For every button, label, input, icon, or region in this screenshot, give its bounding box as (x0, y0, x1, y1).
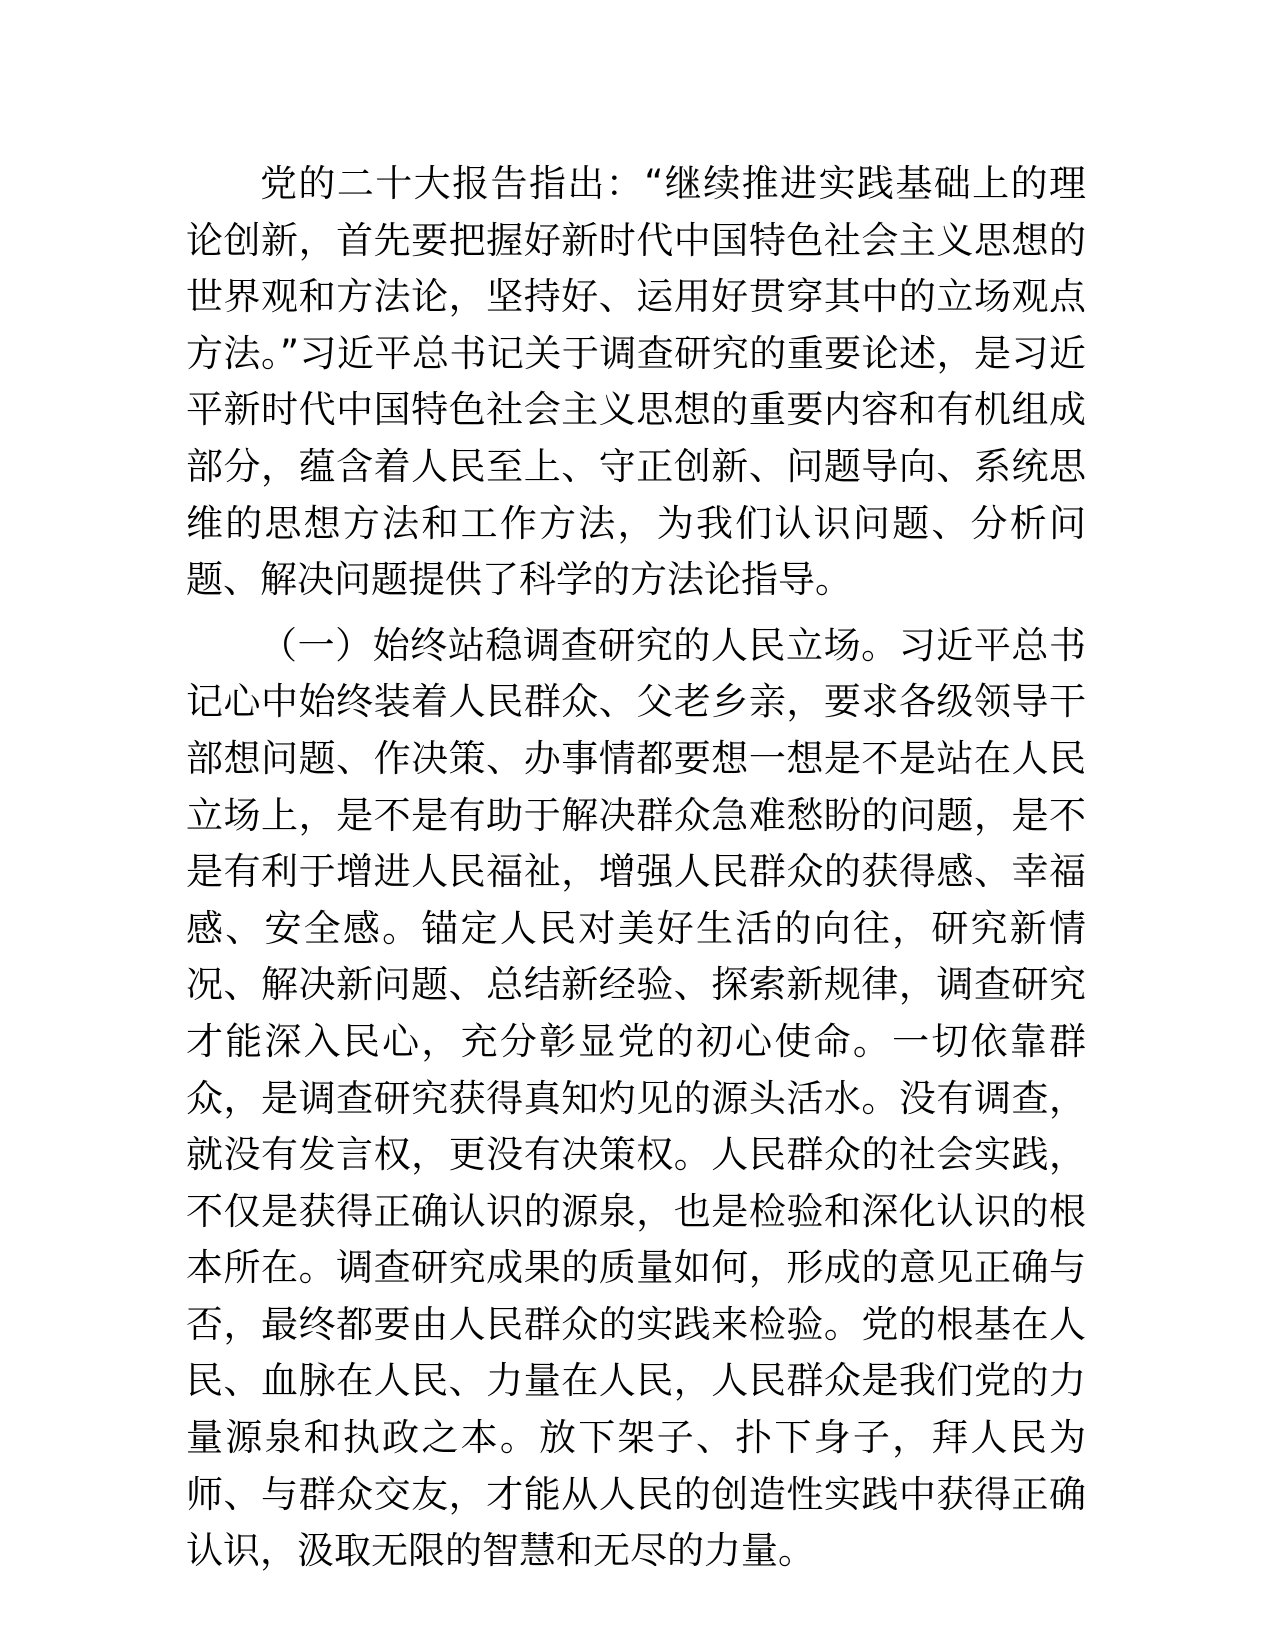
paragraph-intro: 党的二十大报告指出：“继续推进实践基础上的理论创新，首先要把握好新时代中国特色社会主义思想的世界观和方法论，坚持好、运用好贯穿其中的立场观点方法。”习近平总书记关于调查研究的重要论述，是习近平新时代中国特色社会主义思想的重要内容和有机组成部分，蕴含着人民至上、守正创新、问题导向、系统思维的思想方法和工作方法，为我们认识问题、分析问题、解决问题提供了科学的方法论指导。 (186, 162, 1086, 602)
document-body (186, 156, 1086, 1580)
paragraph-section-one: （一）始终站稳调查研究的人民立场。习近平总书记心中始终装着人民群众、父老乡亲，要求各级领导干部想问题、作决策、办事情都要想一想是不是站在人民立场上，是不是有助于解决群众急难愁盼的问题，是不是有利于增进人民福祉，增强人民群众的获得感、幸福感、安全感。锚定人民对美好生活的向往，研究新情况、解决新问题、总结新经验、探索新规律，调查研究才能深入民心，充分彰显党的初心使命。一切依靠群众，是调查研究获得真知灼见的源头活水。没有调查，就没有发言权，更没有决策权。人民群众的社会实践，不仅是获得正确认识的源泉，也是检验和深化认识的根本所在。调查研究成果的质量如何，形成的意见正确与否，最终都要由人民群众的实践来检验。党的根基在人民、血脉在人民、力量在人民，人民群众是我们党的力量源泉和执政之本。放下架子、扑下身子，拜人民为师、与群众交友，才能从人民的创造性实践中获得正确认识，汲取无限的智慧和无尽的力量。 (186, 623, 1086, 1573)
